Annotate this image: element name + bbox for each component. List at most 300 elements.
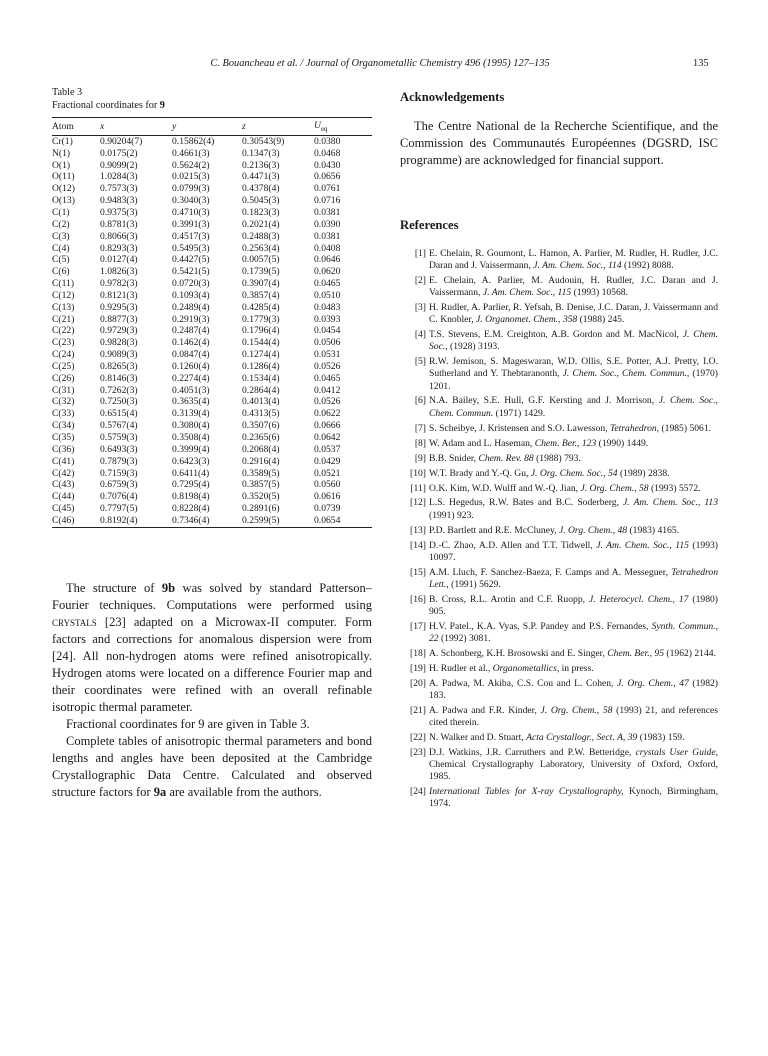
reference-item (400, 483, 718, 495)
cell-ueq: 0.0646 (314, 254, 341, 266)
reference-authors: A.M. Lluch, F. Sanchez-Baeza, F. Camps and A. Messeguer, (429, 566, 672, 578)
reference-details: (1993) 10568. (571, 287, 628, 299)
reference-item (400, 567, 718, 591)
cell-z: 0.2136(3) (242, 159, 280, 171)
cell-x: 0.8146(3) (100, 372, 138, 384)
reference-number: [23] (410, 746, 426, 758)
reference-item (400, 678, 718, 702)
cell-y: 0.1260(4) (172, 360, 210, 372)
reference-item (400, 525, 718, 537)
cell-y: 0.3040(3) (172, 195, 210, 207)
cell-ueq: 0.0429 (314, 455, 341, 467)
table-row (52, 349, 372, 361)
cell-z: 0.4313(5) (242, 408, 280, 420)
cell-y: 0.3999(4) (172, 443, 210, 455)
reference-details: (1928) 3193. (447, 341, 500, 353)
cell-atom: C(31) (52, 384, 75, 396)
reference-number: [18] (410, 647, 426, 659)
reference-number: [8] (414, 437, 426, 449)
reference-details: Chemical Crystallography Laboratory, University of Oxford, Oxford, 1985. (429, 759, 718, 783)
cell-atom: N(1) (52, 147, 71, 159)
table-compound: 9 (159, 99, 165, 111)
reference-item (400, 594, 718, 618)
cell-ueq: 0.0412 (314, 384, 341, 396)
reference-details: Kynoch, Birmingham, 1974. (429, 786, 719, 810)
reference-item (400, 395, 718, 419)
reference-authors: E. Chelain, R. Goumont, L. Hamon, A. Parlier, M. Rudler, H. Rudler, J.C. Daran and J. Vaissermann, (429, 248, 718, 272)
cell-y: 0.0720(3) (172, 278, 210, 290)
reference-journal: J. Am. Chem. Soc., 113 (623, 497, 718, 509)
cell-x: 0.9089(3) (100, 349, 138, 361)
reference-item (400, 497, 718, 521)
cell-ueq: 0.0506 (314, 337, 341, 349)
reference-details: (1971) 1429. (493, 407, 546, 419)
cell-z: 0.4013(4) (242, 396, 280, 408)
reference-authors: R.W. Jemison, S. Mageswaran, W.D. Ollis, S.E. Potter, A.J. Pretty, I.O. Sutherland and Y. Thebtaranonth, (429, 356, 718, 380)
table-row (52, 468, 372, 480)
reference-authors: A. Padwa and F.R. Kinder, (429, 704, 541, 716)
reference-details: (1985) 5061. (659, 422, 712, 434)
cell-y: 0.15862(4) (172, 135, 215, 147)
column-header-atom: Atom (52, 120, 74, 132)
reference-details: in press. (559, 662, 594, 674)
reference-authors: H. Rudler et al., (429, 662, 493, 674)
cell-y: 0.3139(4) (172, 408, 210, 420)
reference-authors: D.-C. Zhao, A.D. Allen and T.T. Tidwell, (429, 539, 597, 551)
cell-atom: C(23) (52, 337, 75, 349)
reference-details: (1991) 5629. (448, 578, 501, 590)
reference-details: (1988) 793. (533, 452, 581, 464)
cell-atom: C(22) (52, 325, 75, 337)
acknowledgements-heading: Acknowledgements (400, 90, 505, 104)
cell-ueq: 0.0526 (314, 396, 341, 408)
cell-x: 0.9483(3) (100, 195, 138, 207)
cell-ueq: 0.0390 (314, 218, 341, 230)
cell-y: 0.3508(4) (172, 432, 210, 443)
cell-z: 0.2916(4) (242, 455, 280, 467)
reference-number: [16] (410, 593, 426, 605)
cell-z: 0.3907(4) (242, 278, 280, 290)
coordinates-table (52, 117, 372, 528)
cell-atom: C(1) (52, 206, 70, 218)
reference-details: (1970) 1201. (429, 368, 718, 392)
cell-z: 0.3857(4) (242, 289, 280, 301)
reference-number: [1] (414, 248, 426, 259)
paragraph: Fractional coordinates for 9 are given in Table 3. (66, 717, 310, 731)
reference-number: [14] (410, 539, 426, 551)
table-row (52, 183, 372, 195)
reference-number: [9] (414, 452, 426, 464)
cell-ueq: 0.0465 (314, 372, 341, 384)
reference-journal: J. Org. Chem., 58 (540, 704, 613, 716)
cell-ueq: 0.0654 (314, 514, 341, 526)
table-row (52, 148, 372, 160)
reference-item (400, 423, 718, 435)
cell-z: 0.2563(4) (242, 242, 280, 254)
experimental-text (52, 580, 372, 801)
reference-authors: A. Schonberg, K.H. Brosowski and E. Singer, (429, 647, 608, 659)
cell-z: 0.1534(4) (242, 372, 280, 384)
cell-atom: O(1) (52, 159, 71, 171)
column-header-z: z (242, 120, 246, 132)
cell-atom: C(25) (52, 360, 75, 372)
cell-atom: C(5) (52, 254, 70, 266)
reference-journal: J. Am. Chem. Soc., 115 (482, 287, 572, 299)
reference-journal: Chem. Ber., 95 (607, 647, 665, 659)
table-row (52, 266, 372, 278)
cell-z: 0.1796(4) (242, 325, 280, 337)
table-row (52, 361, 372, 373)
cell-y: 0.1462(4) (172, 337, 210, 349)
cell-ueq: 0.0381 (314, 230, 341, 242)
cell-ueq: 0.0716 (314, 195, 341, 207)
reference-journal: J. Am. Chem. Soc., 115 (596, 539, 689, 551)
cell-x: 0.6515(4) (100, 408, 138, 420)
table-row (52, 444, 372, 456)
cell-x: 0.7573(3) (100, 183, 138, 195)
reference-journal: J. Chem. Soc., Chem. Commun., (562, 368, 690, 380)
cell-x: 0.9729(3) (100, 325, 138, 337)
table-row (52, 278, 372, 290)
cell-z: 0.2021(4) (242, 218, 280, 230)
cell-z: 0.30543(9) (242, 135, 285, 147)
reference-number: [21] (410, 704, 426, 716)
cell-atom: C(2) (52, 218, 70, 230)
cell-atom: C(13) (52, 301, 75, 313)
cell-ueq: 0.0531 (314, 349, 341, 361)
reference-authors: L.S. Hegedus, R.W. Bates and B.C. Soderberg, (429, 497, 624, 509)
reference-journal: International Tables for X-ray Crystallography, (429, 786, 624, 798)
cell-x: 0.90204(7) (100, 135, 143, 147)
table-row (52, 491, 372, 503)
running-title: C. Bouancheau et al. / Journal of Organometallic Chemistry 496 (1995) 127–135 (210, 58, 550, 69)
table-body (52, 135, 372, 527)
reference-journal: J. Org. Chem. Soc., 54 (530, 467, 618, 479)
table-row (52, 160, 372, 172)
cell-ueq: 0.0465 (314, 278, 341, 290)
reference-details: (1962) 2144. (664, 647, 716, 659)
cell-y: 0.3080(4) (172, 420, 210, 432)
cell-atom: O(12) (52, 183, 75, 195)
cell-z: 0.2365(6) (242, 432, 280, 443)
reference-number: [17] (410, 620, 426, 632)
cell-ueq: 0.0622 (314, 408, 341, 420)
cell-y: 0.7346(4) (172, 514, 210, 526)
cell-ueq: 0.0526 (314, 360, 341, 372)
cell-x: 0.8192(4) (100, 514, 138, 526)
table-header-row (52, 118, 372, 136)
table-row (52, 231, 372, 243)
reference-item (400, 438, 718, 450)
reference-item (400, 705, 718, 729)
cell-y: 0.4427(5) (172, 254, 210, 266)
reference-item (400, 302, 718, 326)
reference-number: [6] (414, 395, 426, 407)
cell-z: 0.2891(6) (242, 503, 280, 515)
table-caption (52, 87, 165, 112)
cell-y: 0.2274(4) (172, 372, 210, 384)
reference-details: (1992) 3081. (438, 632, 491, 644)
cell-y: 0.6423(3) (172, 455, 210, 467)
cell-z: 0.1274(4) (242, 349, 280, 361)
cell-y: 0.8198(4) (172, 491, 210, 503)
cell-ueq: 0.0468 (314, 147, 341, 159)
reference-authors: D.J. Watkins, J.R. Carruthers and P.W. Betteridge, (429, 746, 636, 758)
cell-ueq: 0.0483 (314, 301, 341, 313)
reference-authors: T.S. Stevens, E.M. Creighton, A.B. Gordon and M. MacNicol, (429, 329, 683, 341)
reference-journal: J. Chem. Soc., Chem. Commun. (429, 395, 718, 419)
reference-item (400, 732, 718, 744)
reference-authors: H. Rudler, A. Parlier, R. Yefsah, B. Denise, J.C. Daran, J. Vaissermann and C. Knobler, (429, 302, 718, 326)
cell-atom: C(45) (52, 503, 75, 515)
cell-z: 0.2488(3) (242, 230, 280, 242)
reference-item (400, 648, 718, 660)
reference-details: (1993) 21, and references cited therein. (429, 704, 718, 728)
column-header-x: x (100, 120, 105, 132)
reference-authors: B. Cross, R.L. Arotin and C.F. Ruopp, (429, 593, 589, 605)
table-row (52, 243, 372, 255)
reference-details: (1988) 245. (577, 314, 625, 326)
cell-z: 0.2864(4) (242, 384, 280, 396)
cell-y: 0.2489(4) (172, 301, 210, 313)
cell-y: 0.5495(3) (172, 242, 210, 254)
reference-number: [15] (410, 566, 426, 578)
cell-x: 1.0284(3) (100, 171, 138, 183)
table-row (52, 302, 372, 314)
reference-journal: J. Chem. Soc., (429, 329, 718, 353)
cell-y: 0.2487(4) (172, 325, 210, 337)
cell-ueq: 0.0408 (314, 242, 341, 254)
reference-journal: J. Org. Chem., 47 (617, 677, 689, 689)
cell-x: 0.6759(3) (100, 479, 138, 491)
cell-z: 0.2068(4) (242, 443, 280, 455)
cell-ueq: 0.0642 (314, 432, 341, 443)
cell-atom: C(35) (52, 432, 75, 443)
cell-ueq: 0.0430 (314, 159, 341, 171)
reference-authors: N.A. Bailey, S.E. Hull, G.F. Kersting and J. Morrison, (429, 395, 659, 407)
reference-authors: B.B. Snider, (429, 452, 479, 464)
cell-x: 0.8066(3) (100, 230, 138, 242)
table-row (52, 456, 372, 468)
cell-y: 0.5624(2) (172, 159, 210, 171)
reference-details: (1983) 159. (637, 731, 685, 743)
cell-x: 0.7262(3) (100, 384, 138, 396)
reference-journal: J. Org. Chem., 48 (558, 524, 628, 536)
reference-item (400, 663, 718, 675)
reference-number: [20] (410, 677, 426, 689)
reference-authors: W.T. Brady and Y.-Q. Gu, (429, 467, 531, 479)
column-header-y: y (172, 120, 177, 132)
cell-y: 0.0847(4) (172, 349, 210, 361)
reference-journal: crystals User Guide, (635, 746, 718, 758)
table-row (52, 314, 372, 326)
references-heading: References (400, 218, 459, 232)
cell-z: 0.1779(3) (242, 313, 280, 325)
reference-journal: Synth. Commun., 22 (429, 620, 718, 644)
table-row (52, 219, 372, 231)
reference-details: (1993) 10097. (429, 539, 718, 563)
cell-ueq: 0.0537 (314, 443, 341, 455)
cell-atom: C(34) (52, 420, 75, 432)
reference-journal: Acta Crystallogr., Sect. A, 39 (526, 731, 638, 743)
cell-atom: C(3) (52, 230, 70, 242)
reference-details: (1991) 923. (429, 509, 474, 521)
reference-item (400, 329, 718, 353)
cell-x: 0.8877(3) (100, 313, 138, 325)
reference-details: (1980) 905. (429, 593, 718, 617)
reference-details: (1993) 5572. (648, 482, 701, 494)
table-row (52, 479, 372, 491)
reference-journal: Chem. Ber., 123 (534, 437, 597, 449)
cell-y: 0.0215(3) (172, 171, 210, 183)
cell-ueq: 0.0381 (314, 206, 341, 218)
reference-authors: O.K. Kim, W.D. Wulff and W.-Q. Jian, (429, 482, 581, 494)
cell-x: 0.0175(2) (100, 147, 138, 159)
cell-x: 0.5767(4) (100, 420, 138, 432)
reference-details: (1983) 4165. (627, 524, 680, 536)
column-header-ueq: $U_{eq}$ (314, 120, 328, 133)
reference-journal: J. Organomet. Chem., 358 (476, 314, 578, 326)
cell-ueq: 0.0620 (314, 266, 341, 278)
cell-ueq: 0.0454 (314, 325, 341, 337)
table-row (52, 337, 372, 349)
reference-item (400, 621, 718, 645)
reference-journal: Tetrahedron, (609, 422, 660, 434)
reference-number: [24] (410, 786, 426, 798)
reference-authors: P.D. Bartlett and R.E. McCluney, (429, 524, 559, 536)
table-row (52, 325, 372, 337)
reference-journal: J. Heterocycl. Chem., 17 (588, 593, 689, 605)
reference-details: (1989) 2838. (617, 467, 670, 479)
cell-y: 0.3991(3) (172, 218, 210, 230)
cell-ueq: 0.0616 (314, 491, 341, 503)
reference-authors: W. Adam and L. Haseman, (429, 437, 535, 449)
table-row (52, 254, 372, 266)
reference-authors: H.V. Patel., K.A. Vyas, S.P. Pandey and P.S. Fernandes, (429, 620, 652, 632)
table-row (52, 290, 372, 302)
cell-x: 0.7879(3) (100, 455, 138, 467)
cell-z: 0.3857(5) (242, 479, 280, 491)
cell-ueq: 0.0510 (314, 289, 341, 301)
cell-ueq: 0.0380 (314, 135, 341, 147)
cell-x: 0.8265(3) (100, 360, 138, 372)
reference-item (400, 248, 718, 272)
reference-number: [22] (410, 731, 426, 743)
reference-item (400, 275, 718, 299)
cell-z: 0.3520(5) (242, 491, 280, 503)
cell-ueq: 0.0656 (314, 171, 341, 183)
cell-atom: C(33) (52, 408, 75, 420)
table-row (52, 135, 372, 147)
table-row (52, 420, 372, 432)
cell-ueq: 0.0560 (314, 479, 341, 491)
cell-z: 0.2599(5) (242, 514, 280, 526)
cell-ueq: 0.0521 (314, 467, 341, 479)
cell-atom: C(4) (52, 242, 70, 254)
cell-atom: C(11) (52, 278, 75, 290)
cell-z: 0.1347(3) (242, 147, 280, 159)
cell-y: 0.4517(3) (172, 230, 210, 242)
cell-x: 0.7250(3) (100, 396, 138, 408)
cell-atom: C(12) (52, 289, 75, 301)
reference-number: [7] (414, 422, 426, 434)
cell-atom: C(36) (52, 443, 75, 455)
cell-x: 0.6493(3) (100, 443, 138, 455)
reference-journal: Chem. Rev. 88 (478, 452, 534, 464)
reference-details: (1982) 183. (429, 677, 718, 701)
reference-details: (1992) 8088. (621, 260, 674, 272)
reference-number: [13] (410, 524, 426, 536)
reference-authors: S. Scheibye, J. Kristensen and S.O. Lawesson, (429, 422, 610, 434)
cell-y: 0.7295(4) (172, 479, 210, 491)
table-row (52, 503, 372, 515)
cell-ueq: 0.0761 (314, 183, 341, 195)
cell-y: 0.4710(3) (172, 206, 210, 218)
table-row (52, 195, 372, 207)
cell-z: 0.1544(4) (242, 337, 280, 349)
cell-y: 0.4661(3) (172, 147, 210, 159)
table-row (52, 207, 372, 219)
reference-number: [11] (410, 482, 426, 494)
cell-ueq: 0.0739 (314, 503, 341, 515)
paragraph: The structure of 9b was solved by standard Patterson–Fourier techniques. Computations were performed using crystals [23] adapted on a Microwax-II computer. Form factors and corrections for anomalous dispersion were from [24]. All non-hydrogen atoms were refined anisotropically. Hydrogen atoms were located on a difference Fourier map and their coordinates were refined with an overall refinable isotropic thermal parameter. (52, 581, 372, 714)
reference-number: [19] (410, 662, 426, 674)
cell-y: 0.1093(4) (172, 289, 210, 301)
cell-y: 0.6411(4) (172, 467, 210, 479)
table-row (52, 432, 372, 444)
cell-y: 0.0799(3) (172, 183, 210, 195)
cell-z: 0.5045(3) (242, 195, 280, 207)
table-row (52, 373, 372, 385)
reference-number: [3] (414, 302, 426, 314)
page-number: 135 (693, 58, 709, 69)
cell-atom: C(26) (52, 372, 75, 384)
reference-item (400, 453, 718, 465)
cell-z: 0.4378(4) (242, 183, 280, 195)
reference-number: [10] (410, 467, 426, 479)
table-row (52, 408, 372, 420)
cell-atom: C(24) (52, 349, 75, 361)
cell-y: 0.3635(4) (172, 396, 210, 408)
cell-z: 0.1739(5) (242, 266, 280, 278)
reference-number: [2] (414, 275, 426, 287)
reference-journal: J. Am. Chem. Soc., 114 (533, 260, 622, 272)
paragraph: Complete tables of anisotropic thermal parameters and bond lengths and angles have been deposited at the Cambridge Crystallographic Data Centre. Calculated and observed structure factors for 9a are available from the authors. (52, 734, 372, 799)
cell-z: 0.3589(5) (242, 467, 280, 479)
cell-atom: O(13) (52, 195, 75, 207)
cell-z: 0.1286(4) (242, 360, 280, 372)
cell-x: 0.7797(5) (100, 503, 138, 515)
cell-x: 0.9828(3) (100, 337, 138, 349)
cell-y: 0.2919(3) (172, 313, 210, 325)
cell-x: 0.8121(3) (100, 289, 138, 301)
cell-x: 0.7076(4) (100, 491, 138, 503)
reference-journal: J. Org. Chem., 58 (580, 482, 649, 494)
cell-x: 0.5759(3) (100, 432, 138, 443)
table-label: Table 3 (52, 87, 83, 98)
running-header (0, 58, 768, 74)
cell-z: 0.0057(5) (242, 254, 280, 266)
reference-details: (1990) 1449. (596, 437, 649, 449)
reference-list (400, 248, 718, 813)
cell-atom: C(6) (52, 266, 70, 278)
cell-z: 0.4471(3) (242, 171, 280, 183)
cell-z: 0.3507(6) (242, 420, 280, 432)
cell-x: 1.0826(3) (100, 266, 138, 278)
reference-authors: A. Padwa, M. Akiba, C.S. Cou and L. Cohen, (429, 677, 618, 689)
reference-number: [4] (414, 329, 426, 341)
cell-atom: C(42) (52, 467, 75, 479)
